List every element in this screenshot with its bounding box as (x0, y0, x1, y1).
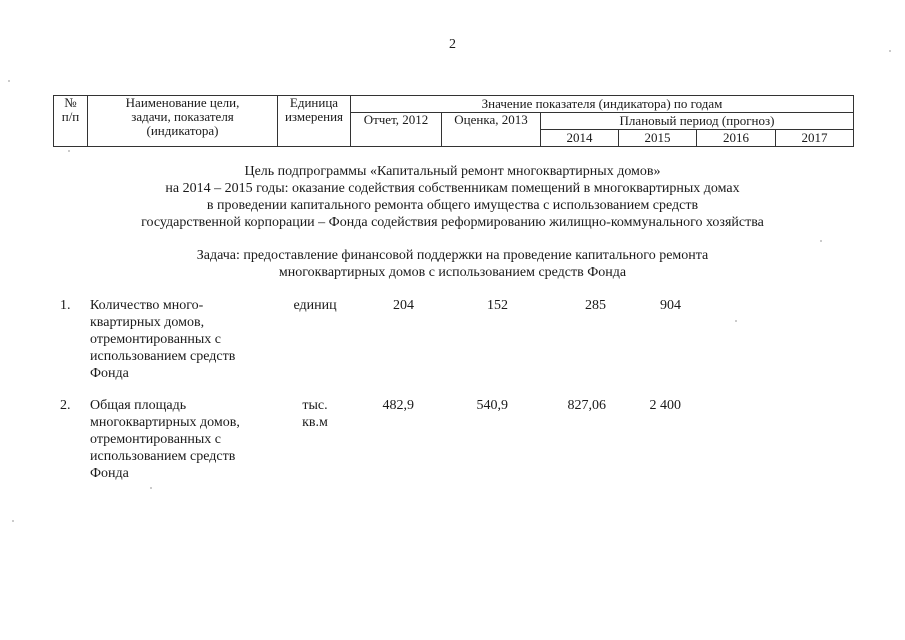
scan-speck (8, 80, 10, 82)
value-2015: 904 (660, 298, 681, 313)
indicator-unit: единиц (293, 298, 337, 313)
plan-period-header: Плановый период (прогноз) (541, 113, 854, 130)
scan-speck (12, 520, 14, 522)
subprogram-goal (0, 163, 905, 231)
value-2012: 482,9 (382, 398, 414, 413)
value-2012: 204 (393, 298, 414, 313)
estimate-2013-header: Оценка, 2013 (442, 113, 541, 147)
year-2015-header: 2015 (619, 130, 697, 147)
value-2013: 540,9 (476, 398, 508, 413)
page-number: 2 (449, 37, 456, 52)
row-number: 2. (60, 398, 71, 413)
indicator-unit: тыс. кв.м (302, 398, 328, 430)
value-2013: 152 (487, 298, 508, 313)
year-2017-header: 2017 (776, 130, 854, 147)
indicator-name: Общая площадь многоквартирных домов, отремонтированных с использованием средств Фонда (90, 398, 240, 481)
task-line: Задача: предоставление финансовой поддержки на проведение капитального ремонта (196, 248, 709, 263)
year-2014-header: 2014 (541, 130, 619, 147)
subprogram-task (0, 247, 905, 281)
goal-line: на 2014 – 2015 годы: оказание содействия собственникам помещений в многоквартирных домах (165, 181, 740, 196)
value-2014: 827,06 (567, 398, 606, 413)
indicator-name: Количество много- квартирных домов, отремонтированных с использованием средств Фонда (90, 298, 236, 381)
report-2012-header: Отчет, 2012 (351, 113, 442, 147)
year-2016-header: 2016 (697, 130, 776, 147)
value-2015: 2 400 (649, 398, 681, 413)
scan-speck (820, 240, 822, 242)
task-line: многоквартирных домов с использованием средств Фонда (278, 265, 627, 280)
indicator-table-header (53, 95, 854, 147)
scan-speck (68, 150, 70, 152)
goal-line: в проведении капитального ремонта общего имущества с использованием средств (206, 198, 699, 213)
value-2014: 285 (585, 298, 606, 313)
row-number: 1. (60, 298, 71, 313)
values-by-year-header: Значение показателя (индикатора) по годам (351, 96, 854, 113)
scan-speck (150, 487, 152, 489)
goal-line: Цель подпрограммы «Капитальный ремонт многоквартирных домов» (244, 164, 661, 179)
col-name-header: Наименование цели, задачи, показателя (индикатора) (88, 96, 278, 147)
col-number-header: № п/п (54, 96, 88, 147)
scan-speck (735, 320, 737, 322)
goal-line: государственной корпорации – Фонда содействия реформированию жилищно-коммунального хозяйства (141, 215, 764, 230)
scan-speck (889, 50, 891, 52)
col-unit-header: Единица измерения (278, 96, 351, 147)
